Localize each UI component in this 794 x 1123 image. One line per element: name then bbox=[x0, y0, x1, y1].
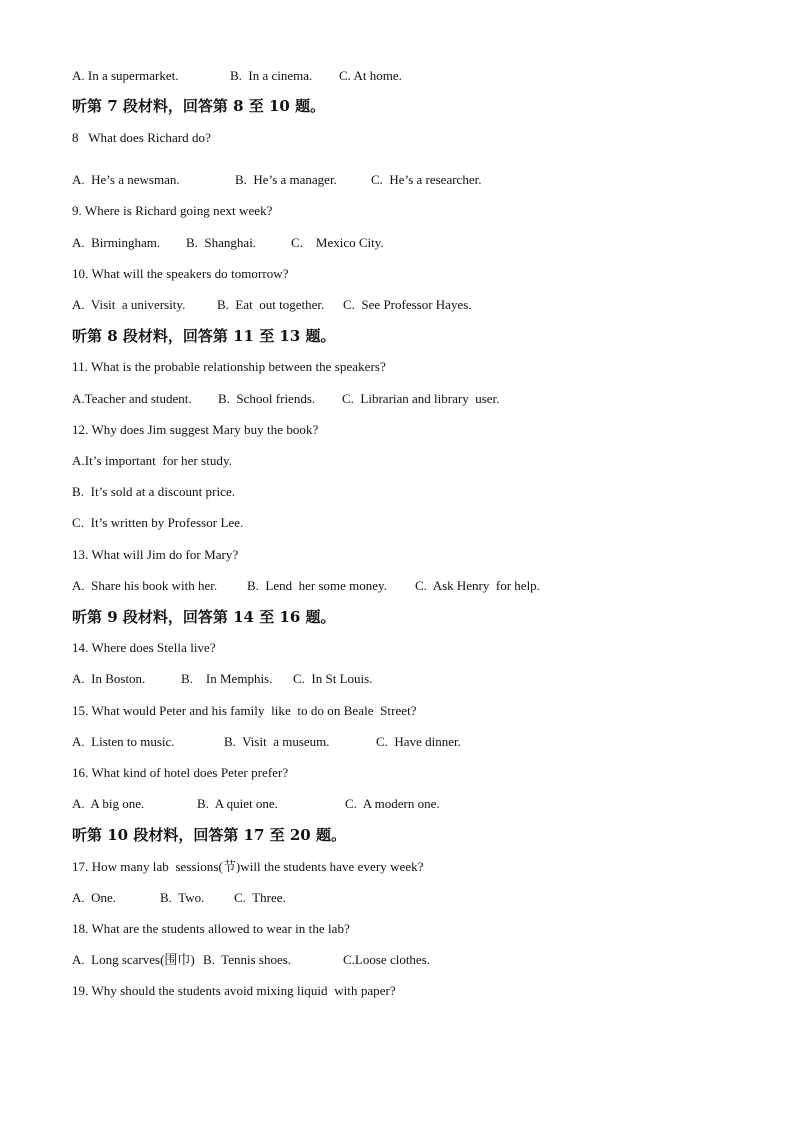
q9-option-b: B. Shanghai. bbox=[186, 235, 257, 250]
q15-option-a: A. Listen to music. bbox=[72, 734, 175, 749]
q7-option-b: B. In a cinema. bbox=[230, 68, 313, 83]
question-16: 16. What kind of hotel does Peter prefer? bbox=[72, 765, 289, 780]
section-9-heading: 听第 9 段材料，回答第 14 至 16 题。 bbox=[72, 608, 336, 626]
q10-option-a: A. Visit a university. bbox=[72, 297, 186, 312]
question-17: 17. How many lab sessions(节)will the students have every week? bbox=[72, 859, 424, 874]
q17-option-c: C. Three. bbox=[234, 890, 286, 905]
q11-option-a: A.Teacher and student. bbox=[72, 391, 192, 406]
question-10: 10. What will the speakers do tomorrow? bbox=[72, 266, 289, 281]
section-10-heading: 听第 10 段材料，回答第 17 至 20 题。 bbox=[72, 826, 346, 844]
question-19: 19. Why should the students avoid mixing liquid with paper? bbox=[72, 983, 396, 998]
q12-option-a: A.It’s important for her study. bbox=[72, 453, 232, 468]
question-9: 9. Where is Richard going next week? bbox=[72, 203, 273, 218]
q13-option-a: A. Share his book with her. bbox=[72, 578, 218, 593]
q13-option-b: B. Lend her some money. bbox=[247, 578, 387, 593]
question-18: 18. What are the students allowed to wear in the lab? bbox=[72, 921, 350, 936]
q8-option-a: A. He’s a newsman. bbox=[72, 172, 180, 187]
question-14: 14. Where does Stella live? bbox=[72, 640, 216, 655]
q15-option-b: B. Visit a museum. bbox=[224, 734, 330, 749]
q8-option-c: C. He’s a researcher. bbox=[371, 172, 482, 187]
q10-option-b: B. Eat out together. bbox=[217, 297, 325, 312]
q17-option-b: B. Two. bbox=[160, 890, 205, 905]
q11-option-b: B. School friends. bbox=[218, 391, 316, 406]
q14-option-c: C. In St Louis. bbox=[293, 671, 373, 686]
question-8: 8 What does Richard do? bbox=[72, 130, 211, 145]
question-13: 13. What will Jim do for Mary? bbox=[72, 547, 239, 562]
q9-option-a: A. Birmingham. bbox=[72, 235, 161, 250]
q14-option-a: A. In Boston. bbox=[72, 671, 146, 686]
q16-option-c: C. A modern one. bbox=[345, 796, 440, 811]
question-11: 11. What is the probable relationship between the speakers? bbox=[72, 359, 386, 374]
q18-option-b: B. Tennis shoes. bbox=[203, 952, 292, 967]
q14-option-b: B. In Memphis. bbox=[181, 671, 273, 686]
q7-option-a: A. In a supermarket. bbox=[72, 68, 179, 83]
q13-option-c: C. Ask Henry for help. bbox=[415, 578, 540, 593]
q17-option-a: A. One. bbox=[72, 890, 117, 905]
q12-option-b: B. It’s sold at a discount price. bbox=[72, 484, 236, 499]
q9-option-c: C. Mexico City. bbox=[291, 235, 384, 250]
q18-option-c: C.Loose clothes. bbox=[343, 952, 431, 967]
section-8-heading: 听第 8 段材料，回答第 11 至 13 题。 bbox=[72, 327, 336, 345]
q7-option-c: C. At home. bbox=[339, 68, 402, 83]
q11-option-c: C. Librarian and library user. bbox=[342, 391, 500, 406]
question-12: 12. Why does Jim suggest Mary buy the book? bbox=[72, 422, 319, 437]
q10-option-c: C. See Professor Hayes. bbox=[343, 297, 472, 312]
q18-option-a: A. Long scarves(围巾) bbox=[72, 952, 195, 967]
q8-option-b: B. He’s a manager. bbox=[235, 172, 337, 187]
q15-option-c: C. Have dinner. bbox=[376, 734, 461, 749]
q12-option-c: C. It’s written by Professor Lee. bbox=[72, 515, 244, 530]
section-7-heading: 听第 7 段材料，回答第 8 至 10 题。 bbox=[72, 97, 326, 115]
q16-option-a: A. A big one. bbox=[72, 796, 145, 811]
question-15: 15. What would Peter and his family like to do on Beale Street? bbox=[72, 703, 417, 718]
q16-option-b: B. A quiet one. bbox=[197, 796, 278, 811]
